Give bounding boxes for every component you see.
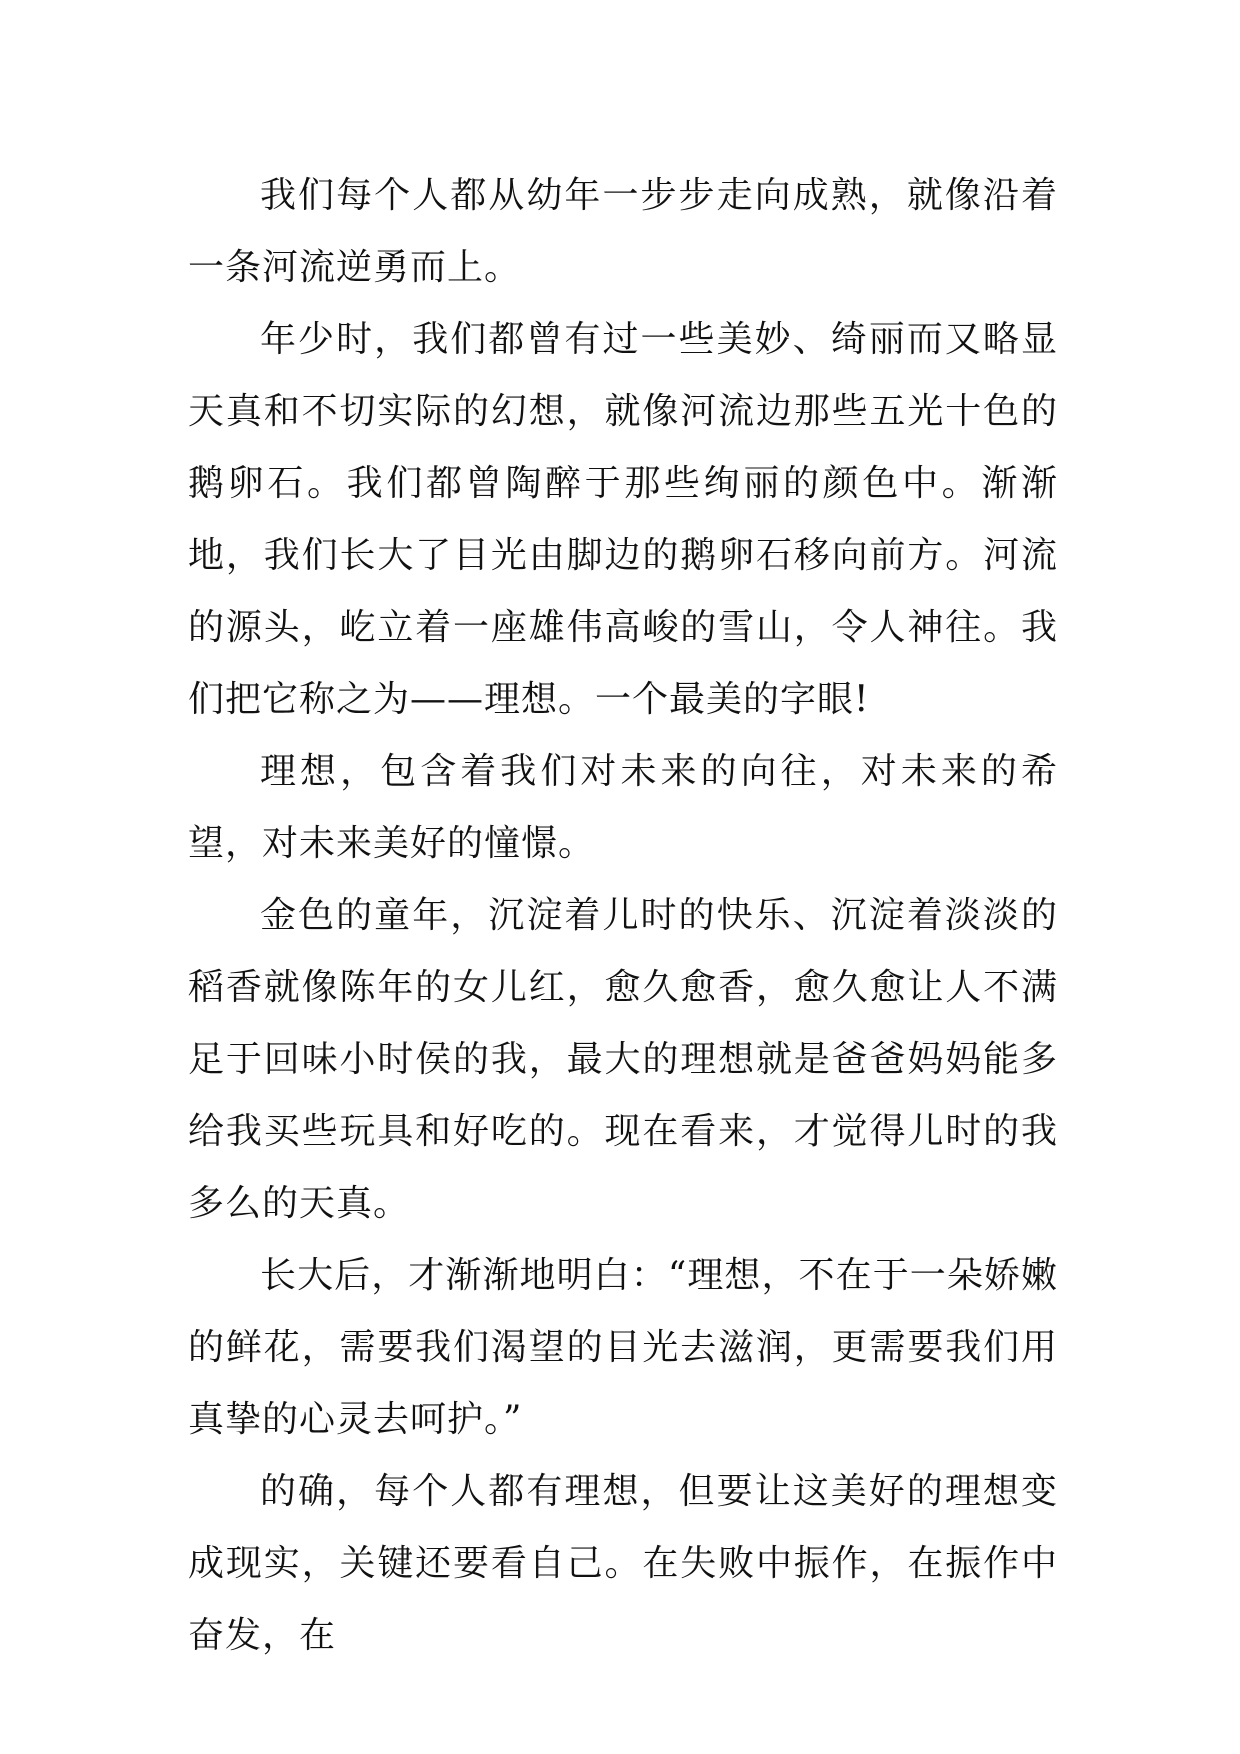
paragraph: 年少时，我们都曾有过一些美妙、绮丽而又略显天真和不切实际的幻想，就像河流边那些五光十色的鹅卵石。我们都曾陶醉于那些绚丽的颜色中。渐渐地，我们长大了目光由脚边的鹅卵石移向前方。河流的源头，屹立着一座雄伟高峻的雪山，令人神往。我们把它称之为——理想。一个最美的字眼! bbox=[188, 319, 1058, 720]
paragraph: 的确，每个人都有理想，但要让这美好的理想变成现实，关键还要看自己。在失败中振作，在振作中奋发，在 bbox=[188, 1471, 1058, 1656]
paragraph: 我们每个人都从幼年一步步走向成熟，就像沿着一条河流逆勇而上。 bbox=[188, 175, 1058, 288]
paragraph: 理想，包含着我们对未来的向往，对未来的希望，对未来美好的憧憬。 bbox=[188, 751, 1058, 864]
paragraph: 长大后，才渐渐地明白：“理想，不在于一朵娇嫩的鲜花，需要我们渴望的目光去滋润，更需要我们用真挚的心灵去呵护。” bbox=[188, 1255, 1058, 1440]
paragraph: 金色的童年，沉淀着儿时的快乐、沉淀着淡淡的稻香就像陈年的女儿红，愈久愈香，愈久愈让人不满足于回味小时侯的我，最大的理想就是爸爸妈妈能多给我买些玩具和好吃的。现在看来，才觉得儿时的我多么的天真。 bbox=[188, 895, 1058, 1224]
body-text bbox=[188, 160, 1058, 1672]
